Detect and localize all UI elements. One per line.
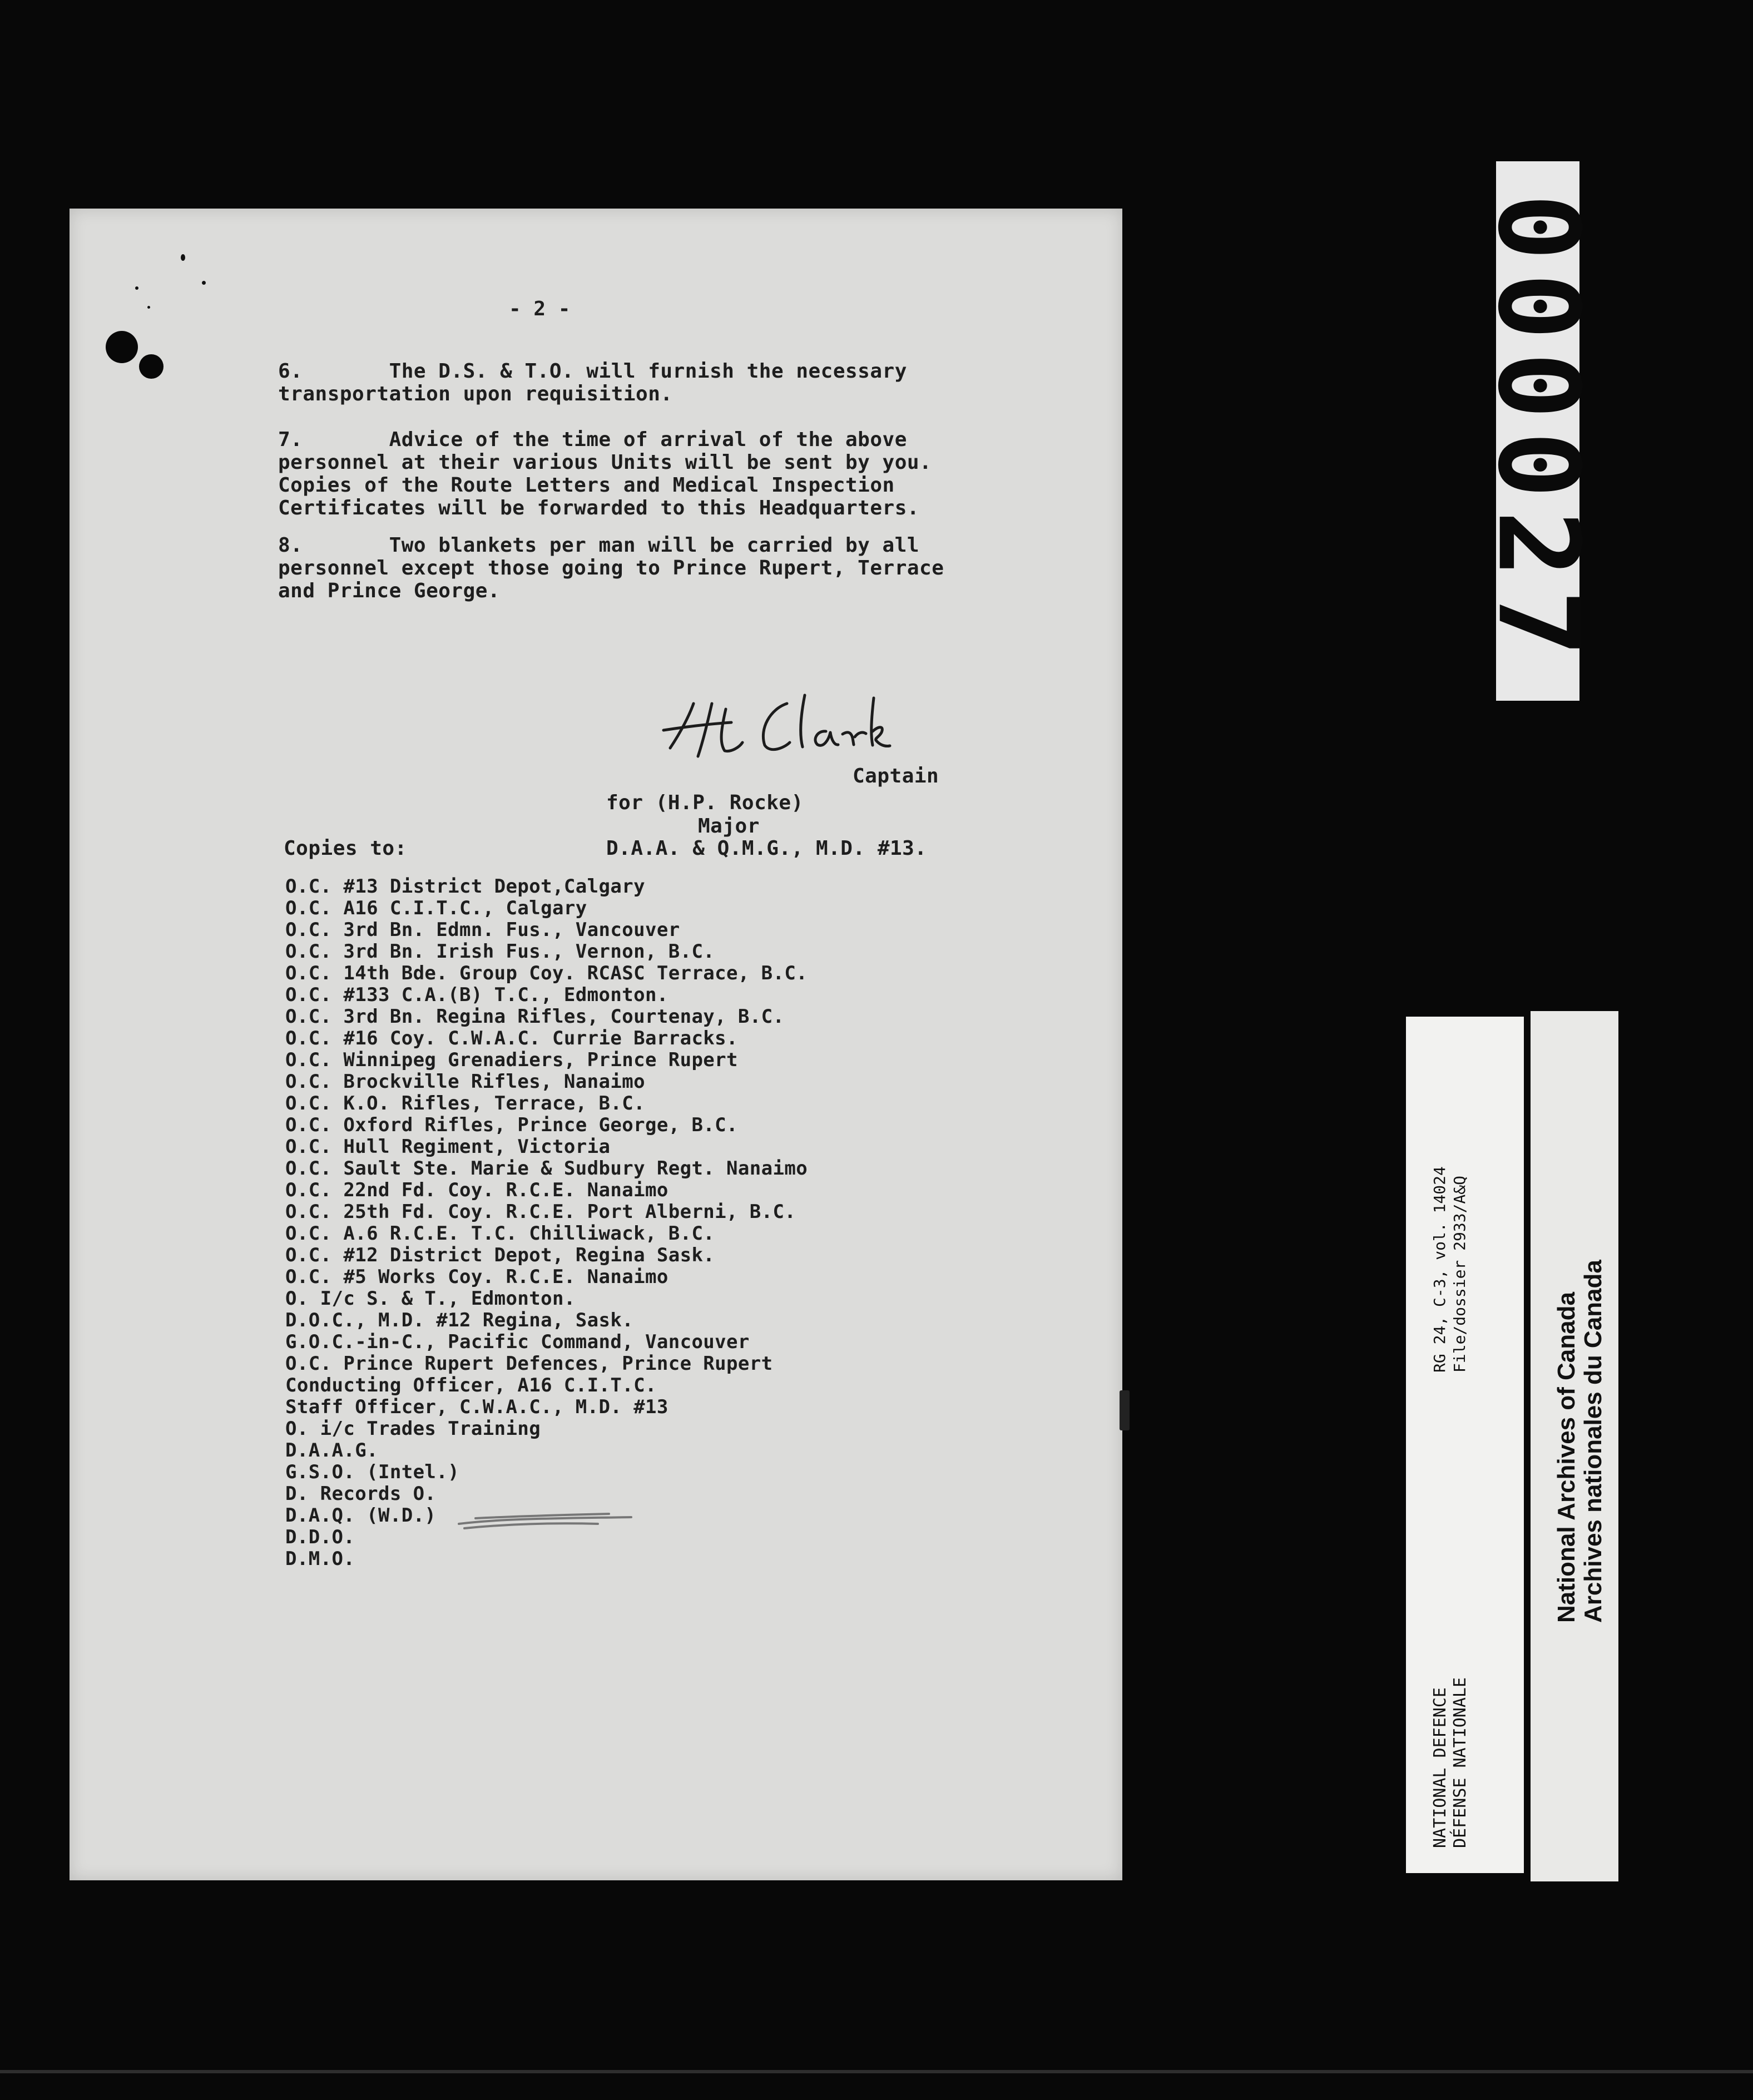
speck bbox=[181, 254, 185, 261]
paragraph-8 bbox=[278, 534, 944, 602]
list-item: D. Records O. bbox=[285, 1483, 437, 1505]
list-item: O.C. 3rd Bn. Regina Rifles, Courtenay, B.C. bbox=[285, 1006, 785, 1028]
list-item: O.C. #12 District Depot, Regina Sask. bbox=[285, 1244, 715, 1266]
list-item: O.C. Oxford Rifles, Prince George, B.C. bbox=[285, 1114, 738, 1136]
paragraph-line: personnel except those going to Prince Rupert, Terrace bbox=[278, 557, 944, 580]
list-item: G.S.O. (Intel.) bbox=[285, 1461, 460, 1483]
appointment: D.A.A. & Q.M.G., M.D. #13. bbox=[606, 837, 927, 860]
list-item: O.C. 25th Fd. Coy. R.C.E. Port Alberni, B.C. bbox=[285, 1201, 796, 1223]
list-item: O.C. A16 C.I.T.C., Calgary bbox=[285, 897, 587, 919]
pencil-mark bbox=[453, 1507, 637, 1541]
page-edge-tab bbox=[1120, 1390, 1130, 1430]
list-item: O.C. Winnipeg Grenadiers, Prince Rupert bbox=[285, 1049, 738, 1071]
list-item: O.C. A.6 R.C.E. T.C. Chilliwack, B.C. bbox=[285, 1222, 715, 1245]
list-item: O.C. #5 Works Coy. R.C.E. Nanaimo bbox=[285, 1266, 668, 1288]
paragraph-line: The D.S. & T.O. will furnish the necessary bbox=[389, 360, 907, 383]
speck bbox=[147, 306, 150, 309]
reference-line-1: RG 24, C-3, vol. 14024 bbox=[1430, 1166, 1449, 1373]
paragraph-7 bbox=[278, 428, 932, 519]
paragraph-line: Copies of the Route Letters and Medical Inspection bbox=[278, 474, 895, 497]
copies-heading: Copies to: bbox=[284, 837, 407, 860]
list-item: D.A.Q. (W.D.) bbox=[285, 1504, 437, 1527]
list-item: O. I/c S. & T., Edmonton. bbox=[285, 1287, 576, 1310]
list-item: O.C. K.O. Rifles, Terrace, B.C. bbox=[285, 1092, 645, 1115]
speck bbox=[135, 286, 138, 290]
paragraph-6 bbox=[278, 360, 907, 405]
department-en: NATIONAL DEFENCE bbox=[1430, 1687, 1450, 1848]
punch-hole-1 bbox=[106, 331, 138, 363]
list-item: O.C. #16 Coy. C.W.A.C. Currie Barracks. bbox=[285, 1027, 738, 1049]
list-item: Staff Officer, C.W.A.C., M.D. #13 bbox=[285, 1396, 668, 1418]
list-item: D.A.A.G. bbox=[285, 1439, 378, 1462]
frame-number-text: 000027 bbox=[1473, 193, 1603, 669]
list-item: O.C. Sault Ste. Marie & Sudbury Regt. Nanaimo bbox=[285, 1157, 808, 1180]
archive-name-fr: Archives nationales du Canada bbox=[1579, 1260, 1607, 1623]
reference-line-2: File/dossier 2933/A&Q bbox=[1450, 1175, 1469, 1373]
list-item: O.C. 22nd Fd. Coy. R.C.E. Nanaimo bbox=[285, 1179, 668, 1201]
national-archives-card bbox=[1531, 1011, 1618, 1881]
document-page bbox=[70, 209, 1122, 1880]
speck bbox=[202, 281, 206, 285]
list-item: O.C. 3rd Bn. Edmn. Fus., Vancouver bbox=[285, 919, 680, 941]
paragraph-line: and Prince George. bbox=[278, 580, 501, 602]
paragraph-number: 8. bbox=[278, 534, 303, 557]
list-item: O.C. #13 District Depot,Calgary bbox=[285, 875, 645, 898]
handwritten-signature bbox=[659, 687, 893, 770]
list-item: Conducting Officer, A16 C.I.T.C. bbox=[285, 1374, 657, 1396]
paragraph-number: 7. bbox=[278, 428, 303, 451]
paragraph-line: Advice of the time of arrival of the above bbox=[389, 428, 907, 451]
archive-name-en: National Archives of Canada bbox=[1553, 1292, 1580, 1623]
list-item: D.O.C., M.D. #12 Regina, Sask. bbox=[285, 1309, 634, 1331]
signer-rank: Captain bbox=[853, 765, 939, 788]
archive-reference-card bbox=[1406, 1017, 1524, 1873]
list-item: D.D.O. bbox=[285, 1526, 355, 1548]
paragraph-line: personnel at their various Units will be sent by you. bbox=[278, 451, 932, 474]
list-item: G.O.C.-in-C., Pacific Command, Vancouver bbox=[285, 1331, 750, 1353]
film-edge-rule bbox=[0, 2070, 1753, 2073]
list-item: O.C. Hull Regiment, Victoria bbox=[285, 1136, 611, 1158]
punch-hole-2 bbox=[139, 354, 164, 379]
list-item: O.C. Brockville Rifles, Nanaimo bbox=[285, 1071, 645, 1093]
department-fr: DÉFENSE NATIONALE bbox=[1450, 1677, 1470, 1848]
list-item: O.C. Prince Rupert Defences, Prince Rupert bbox=[285, 1353, 773, 1375]
paragraph-line: Certificates will be forwarded to this Headquarters. bbox=[278, 497, 920, 519]
copies-to-list bbox=[285, 876, 808, 1570]
list-item: D.M.O. bbox=[285, 1548, 355, 1570]
signed-for-rank: Major bbox=[698, 815, 760, 838]
list-item: O.C. 3rd Bn. Irish Fus., Vernon, B.C. bbox=[285, 940, 715, 963]
paragraph-line: transportation upon requisition. bbox=[278, 383, 673, 405]
list-item: O.C. 14th Bde. Group Coy. RCASC Terrace, B.C. bbox=[285, 962, 808, 984]
frame-number bbox=[1473, 161, 1603, 701]
list-item: O. i/c Trades Training bbox=[285, 1418, 541, 1440]
list-item: O.C. #133 C.A.(B) T.C., Edmonton. bbox=[285, 984, 668, 1006]
page-number: - 2 - bbox=[509, 298, 571, 320]
paragraph-number: 6. bbox=[278, 360, 303, 383]
signed-for: for (H.P. Rocke) bbox=[606, 791, 804, 814]
paragraph-line: Two blankets per man will be carried by all bbox=[389, 534, 920, 557]
